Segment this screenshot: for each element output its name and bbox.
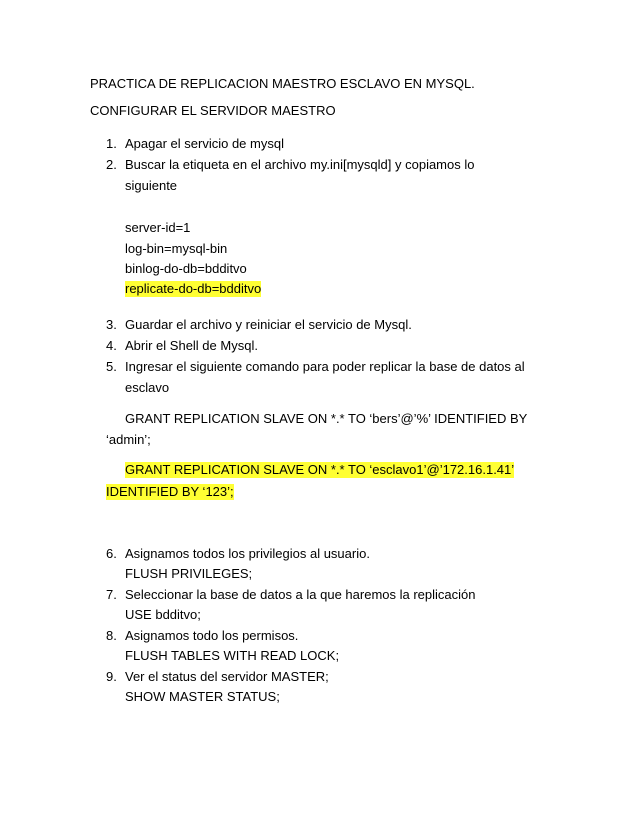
step-number-7: 7. bbox=[106, 587, 117, 602]
step-text-5: Ingresar el siguiente comando para poder replicar la base de datos al bbox=[125, 359, 525, 374]
step-number-8: 8. bbox=[106, 628, 117, 643]
step-text-5-cont: esclavo bbox=[125, 380, 170, 395]
step-number-9: 9. bbox=[106, 669, 117, 684]
config-line-2: log-bin=mysql-bin bbox=[125, 241, 228, 256]
document-title: PRACTICA DE REPLICACION MAESTRO ESCLAVO EN MYSQL. bbox=[90, 76, 475, 91]
step-text-2: Buscar la etiqueta en el archivo my.ini[mysqld] y copiamos lo bbox=[125, 157, 475, 172]
step-text-8: Asignamos todo los permisos. bbox=[125, 628, 299, 643]
step-number-5: 5. bbox=[106, 359, 117, 374]
step-text-3: Guardar el archivo y reiniciar el servicio de Mysql. bbox=[125, 317, 412, 332]
step-text-6: Asignamos todos los privilegios al usuario. bbox=[125, 546, 370, 561]
section-heading: CONFIGURAR EL SERVIDOR MAESTRO bbox=[90, 103, 336, 118]
step-command-8: FLUSH TABLES WITH READ LOCK; bbox=[125, 648, 340, 663]
grant-2-line-2-highlighted: IDENTIFIED BY ‘123’; bbox=[106, 484, 234, 499]
config-line-3: binlog-do-db=bdditvo bbox=[125, 261, 247, 276]
step-number-1: 1. bbox=[106, 136, 117, 151]
step-text-2-cont: siguiente bbox=[125, 178, 178, 193]
step-number-6: 6. bbox=[106, 546, 117, 561]
step-text-1: Apagar el servicio de mysql bbox=[125, 136, 284, 151]
grant-1-line-1: GRANT REPLICATION SLAVE ON *.* TO ‘bers’@’%’ IDENTIFIED BY bbox=[125, 411, 528, 426]
step-command-9: SHOW MASTER STATUS; bbox=[125, 689, 280, 704]
step-text-4: Abrir el Shell de Mysql. bbox=[125, 338, 258, 353]
grant-1-line-2: ‘admin’; bbox=[106, 432, 151, 447]
step-number-2: 2. bbox=[106, 157, 117, 172]
step-command-6: FLUSH PRIVILEGES; bbox=[125, 566, 253, 581]
config-line-4-highlighted: replicate-do-db=bdditvo bbox=[125, 281, 262, 296]
step-command-7: USE bdditvo; bbox=[125, 607, 201, 622]
step-number-3: 3. bbox=[106, 317, 117, 332]
step-number-4: 4. bbox=[106, 338, 117, 353]
step-text-9: Ver el status del servidor MASTER; bbox=[125, 669, 329, 684]
step-text-7: Seleccionar la base de datos a la que haremos la replicación bbox=[125, 587, 476, 602]
grant-2-line-1-highlighted: GRANT REPLICATION SLAVE ON *.* TO ‘esclavo1’@’172.16.1.41’ bbox=[125, 462, 515, 477]
config-line-1: server-id=1 bbox=[125, 220, 191, 235]
